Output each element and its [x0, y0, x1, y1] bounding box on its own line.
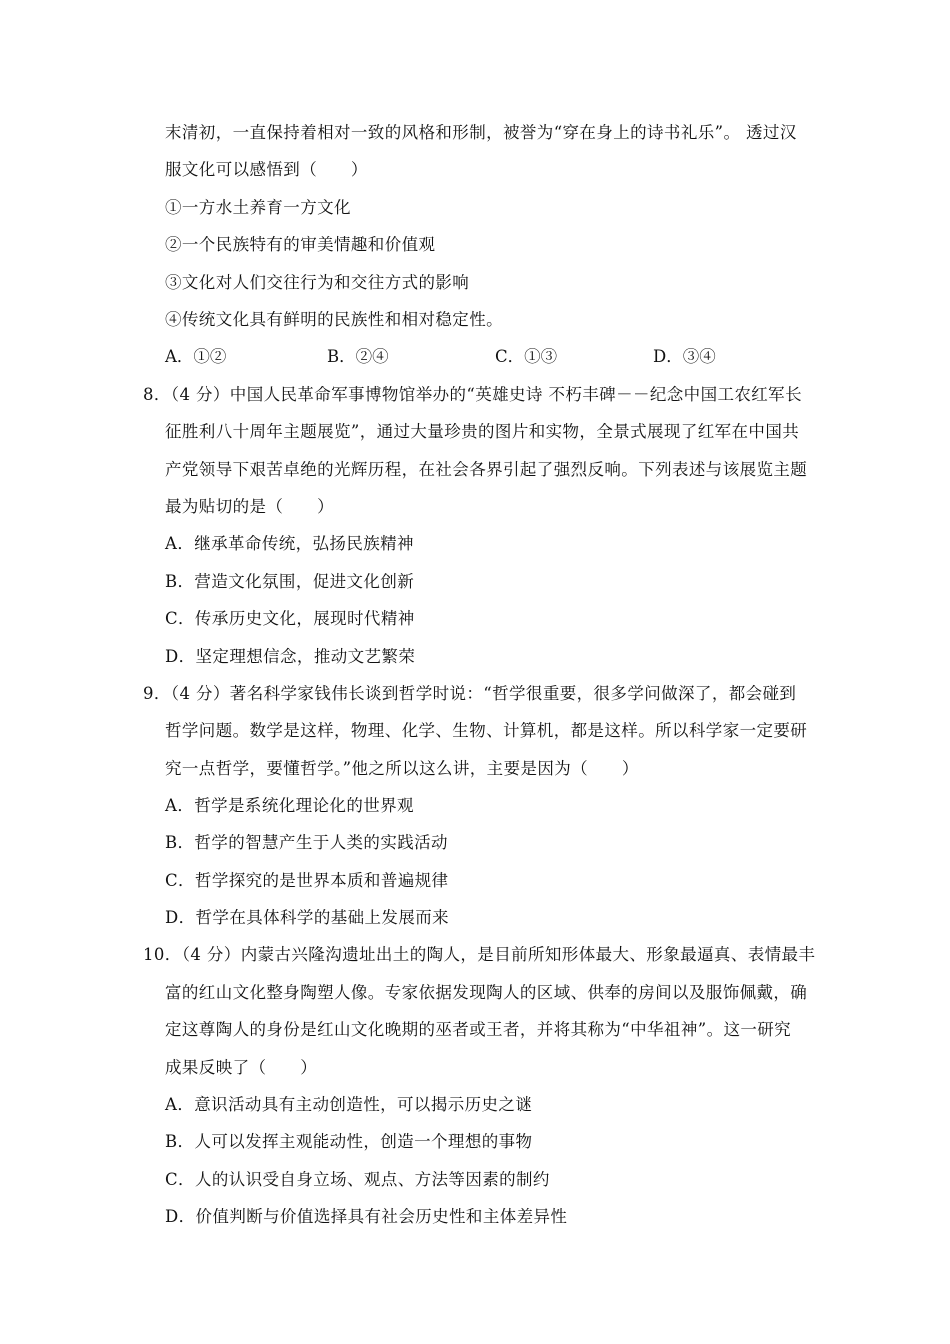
q7-statement-1: ①一方水土养育一方文化	[165, 198, 351, 217]
q10-stem-line-3: 定这尊陶人的身份是红山文化晚期的巫者或王者，并将其称为“中华祖神”。这一研究	[165, 1020, 792, 1039]
q10-stem-line-4: 成果反映了（ ）	[165, 1058, 318, 1077]
q7-option-d[interactable]: D．③④	[653, 347, 716, 366]
q10-stem-line-2: 富的红山文化整身陶塑人像。专家依据发现陶人的区域、供奉的房间以及服饰佩戴，确	[165, 983, 808, 1002]
q8-option-b[interactable]: B．营造文化氛围，促进文化创新	[165, 572, 415, 591]
q10-option-d[interactable]: D．价值判断与价值选择具有社会历史性和主体差异性	[165, 1207, 568, 1226]
q10-option-c[interactable]: C．人的认识受自身立场、观点、方法等因素的制约	[165, 1170, 550, 1189]
q7-option-c[interactable]: C．①③	[495, 347, 558, 366]
q10-option-b[interactable]: B．人可以发挥主观能动性，创造一个理想的事物	[165, 1132, 533, 1151]
q7-statement-4: ④传统文化具有鲜明的民族性和相对稳定性。	[165, 310, 503, 329]
q7-stem-line-1: 末清初，一直保持着相对一致的风格和形制，被誉为“穿在身上的诗书礼乐”。 透过汉	[165, 123, 797, 142]
q10-option-a[interactable]: A．意识活动具有主动创造性，可以揭示历史之谜	[165, 1095, 533, 1114]
q8-option-a[interactable]: A．继承革命传统，弘扬民族精神	[165, 534, 414, 553]
q8-option-c[interactable]: C．传承历史文化，展现时代精神	[165, 609, 415, 628]
q9-stem-line-3: 究一点哲学，要懂哲学。”他之所以这么讲，主要是因为（ ）	[165, 759, 639, 778]
q8-stem-line-2: 征胜利八十周年主题展览”，通过大量珍贵的图片和实物，全景式展现了红军在中国共	[165, 422, 800, 441]
q8-stem-line-1: 8．（4 分）中国人民革命军事博物馆举办的“英雄史诗 不朽丰碑－－纪念中国工农红军长	[143, 385, 802, 404]
q7-option-a[interactable]: A．①②	[165, 347, 227, 366]
q7-statement-3: ③文化对人们交往行为和交往方式的影响	[165, 273, 470, 292]
q8-option-d[interactable]: D．坚定理想信念，推动文艺繁荣	[165, 647, 416, 666]
q7-statement-2: ②一个民族特有的审美情趣和价值观	[165, 235, 436, 254]
q7-option-b[interactable]: B．②④	[327, 347, 389, 366]
q9-option-a[interactable]: A．哲学是系统化理论化的世界观	[165, 796, 414, 815]
q8-stem-line-4: 最为贴切的是（ ）	[165, 497, 334, 516]
q9-stem-line-2: 哲学问题。数学是这样，物理、化学、生物、计算机，都是这样。所以科学家一定要研	[165, 721, 808, 740]
q8-stem-line-3: 产党领导下艰苦卓绝的光辉历程，在社会各界引起了强烈反响。下列表述与该展览主题	[165, 460, 808, 479]
q7-options-row	[165, 345, 765, 369]
q9-option-d[interactable]: D．哲学在具体科学的基础上发展而来	[165, 908, 450, 927]
q9-stem-line-1: 9．（4 分）著名科学家钱伟长谈到哲学时说：“哲学很重要，很多学问做深了，都会碰到	[143, 684, 797, 703]
q9-option-b[interactable]: B．哲学的智慧产生于人类的实践活动	[165, 833, 448, 852]
q9-option-c[interactable]: C．哲学探究的是世界本质和普遍规律	[165, 871, 449, 890]
q10-stem-line-1: 10．（4 分）内蒙古兴隆沟遗址出土的陶人，是目前所知形体最大、形象最逼真、表情最丰	[143, 945, 816, 964]
q7-stem-line-2: 服文化可以感悟到（ ）	[165, 160, 368, 179]
